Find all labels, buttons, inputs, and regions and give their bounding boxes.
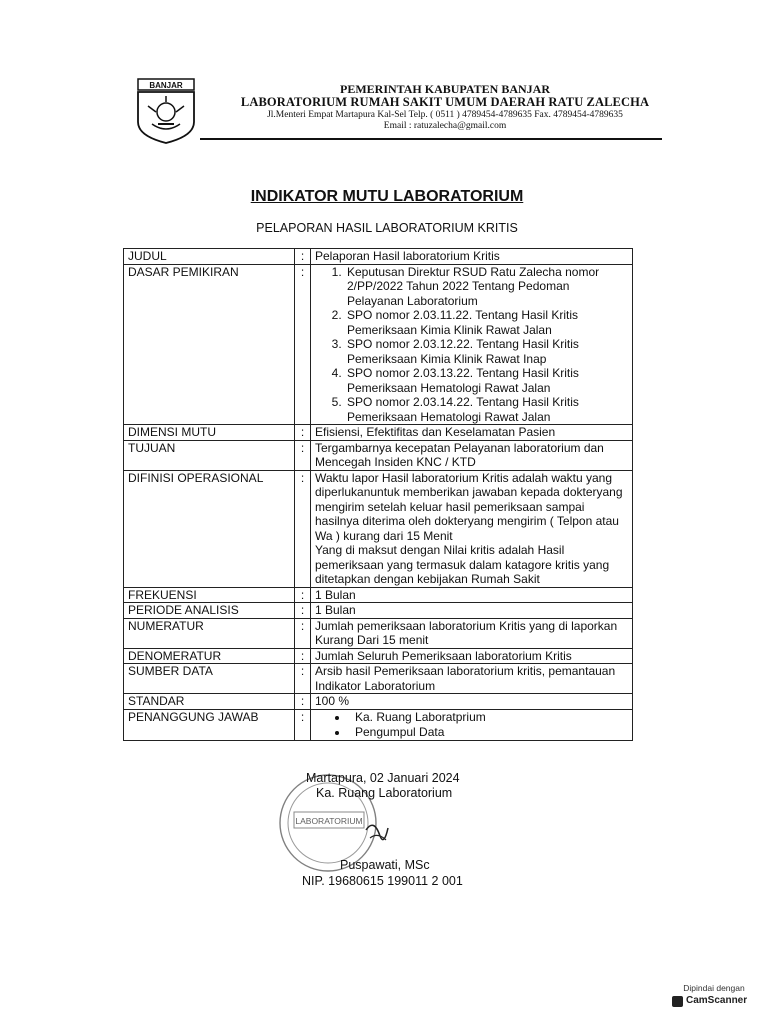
row-label: NUMERATUR xyxy=(124,618,295,648)
row-value: Jumlah pemeriksaan laboratorium Kritis yang di laporkan Kurang Dari 15 menit xyxy=(311,618,633,648)
row-label: PERIODE ANALISIS xyxy=(124,603,295,619)
signature-nip: NIP. 19680615 199011 2 001 xyxy=(302,874,463,888)
row-value: Efisiensi, Efektifitas dan Keselamatan Pasien xyxy=(311,425,633,441)
table-row-numeratur xyxy=(124,618,633,648)
definition-paragraph: Waktu lapor Hasil laboratorium Kritis adalah waktu yang diperlukanuntuk memberikan jawaban kepada dokteryang mengirim setelah keluar hasil pemeriksaan sampai hasilnya diterima oleh dokteryang mengirim ( Telpon atau Wa ) kurang dari 15 Menit xyxy=(315,470,623,543)
row-label: TUJUAN xyxy=(124,440,295,470)
row-value xyxy=(311,264,633,425)
row-separator: : xyxy=(295,587,311,603)
row-label: DIFINISI OPERASIONAL xyxy=(124,470,295,587)
letterhead-email: Email : ratuzalecha@gmail.com xyxy=(383,121,507,131)
table-row-standar xyxy=(124,694,633,710)
svg-text:LABORATORIUM: LABORATORIUM xyxy=(295,816,363,826)
basis-list xyxy=(315,265,628,425)
svg-text:BANJAR: BANJAR xyxy=(149,81,183,90)
list-item: 2. SPO nomor 2.03.11.22. Tentang Hasil Kritis Pemeriksaan Kimia Klinik Rawat Jalan xyxy=(345,308,628,337)
table-row-penanggung-jawab xyxy=(124,709,633,740)
row-value: Jumlah Seluruh Pemeriksaan laboratorium Kritis xyxy=(311,648,633,664)
row-separator: : xyxy=(295,440,311,470)
letterhead-address: Jl.Menteri Empat Martapura Kal-Sel Telp. ( 0511 ) 4789454-4789635 Fax. 4789454-4789635 xyxy=(267,110,623,120)
row-value: Tergambarnya kecepatan Pelayanan laboratorium dan Mencegah Insiden KNC / KTD xyxy=(311,440,633,470)
table-row-denomeratur xyxy=(124,648,633,664)
table-row-periode-analisis xyxy=(124,603,633,619)
row-value: Arsib hasil Pemeriksaan laboratorium kritis, pemantauan Indikator Laboratorium xyxy=(311,664,633,694)
camscanner-logo-icon xyxy=(672,996,683,1007)
letterhead-laboratory: LABORATORIUM RUMAH SAKIT UMUM DAERAH RATU ZALECHA xyxy=(240,95,650,109)
row-separator: : xyxy=(295,264,311,425)
scanner-caption: Dipindai dengan xyxy=(683,983,745,993)
document-subtitle: PELAPORAN HASIL LABORATORIUM KRITIS xyxy=(256,221,518,235)
responsible-list xyxy=(315,710,628,740)
row-value: 100 % xyxy=(311,694,633,710)
list-item: 3. SPO nomor 2.03.12.22. Tentang Hasil Kritis Pemeriksaan Kimia Klinik Rawat Inap xyxy=(345,337,628,366)
row-separator: : xyxy=(295,709,311,740)
scanner-brand: CamScanner xyxy=(686,995,748,1006)
row-separator: : xyxy=(295,694,311,710)
signature-position: Ka. Ruang Laboratorium xyxy=(316,786,453,800)
row-separator: : xyxy=(295,618,311,648)
row-value xyxy=(311,470,633,587)
row-separator: : xyxy=(295,425,311,441)
indicator-table xyxy=(123,248,633,741)
table-row-dasar-pemikiran xyxy=(124,264,633,425)
camscanner-badge xyxy=(668,983,758,1013)
list-item: 1. Keputusan Direktur RSUD Ratu Zalecha nomor 2/PP/2022 Tahun 2022 Tentang Pedoman Pelayanan Laboratorium xyxy=(345,265,628,309)
row-label: DENOMERATUR xyxy=(124,648,295,664)
signature-place-date: Martapura, 02 Januari 2024 xyxy=(306,771,460,785)
table-row-frekuensi xyxy=(124,587,633,603)
row-separator: : xyxy=(295,470,311,587)
row-label: JUDUL xyxy=(124,249,295,265)
letterhead-rule xyxy=(200,138,662,140)
row-label: SUMBER DATA xyxy=(124,664,295,694)
table-row-judul xyxy=(124,249,633,265)
letterhead-government: PEMERINTAH KABUPATEN BANJAR xyxy=(339,82,550,96)
row-label: STANDAR xyxy=(124,694,295,710)
row-separator: : xyxy=(295,648,311,664)
row-separator: : xyxy=(295,249,311,265)
row-value xyxy=(311,709,633,740)
table-row-tujuan xyxy=(124,440,633,470)
definition-paragraph: Yang di maksut dengan Nilai kritis adalah Hasil pemeriksaan yang termasuk dalam katagore kritis yang ditetapkan dengan kebijakan Rumah Sakit xyxy=(315,543,610,586)
row-label: DIMENSI MUTU xyxy=(124,425,295,441)
list-item: 4. SPO nomor 2.03.13.22. Tentang Hasil Kritis Pemeriksaan Hematologi Rawat Jalan xyxy=(345,366,628,395)
signature-name: Puspawati, MSc xyxy=(340,858,430,872)
row-separator: : xyxy=(295,603,311,619)
row-value: 1 Bulan xyxy=(311,587,633,603)
table-row-difinisi-operasional xyxy=(124,470,633,587)
row-label: FREKUENSI xyxy=(124,587,295,603)
list-item: • Pengumpul Data xyxy=(349,725,628,740)
row-label: DASAR PEMIKIRAN xyxy=(124,264,295,425)
row-value: Pelaporan Hasil laboratorium Kritis xyxy=(311,249,633,265)
table-row-sumber-data xyxy=(124,664,633,694)
document-title: INDIKATOR MUTU LABORATORIUM xyxy=(250,188,524,205)
list-item: 5. SPO nomor 2.03.14.22. Tentang Hasil Kritis Pemeriksaan Hematologi Rawat Jalan xyxy=(345,395,628,424)
banjar-regency-logo xyxy=(134,78,198,144)
table-row-dimensi-mutu xyxy=(124,425,633,441)
row-value: 1 Bulan xyxy=(311,603,633,619)
row-label: PENANGGUNG JAWAB xyxy=(124,709,295,740)
list-item: • Ka. Ruang Laboratprium xyxy=(349,710,628,725)
row-separator: : xyxy=(295,664,311,694)
